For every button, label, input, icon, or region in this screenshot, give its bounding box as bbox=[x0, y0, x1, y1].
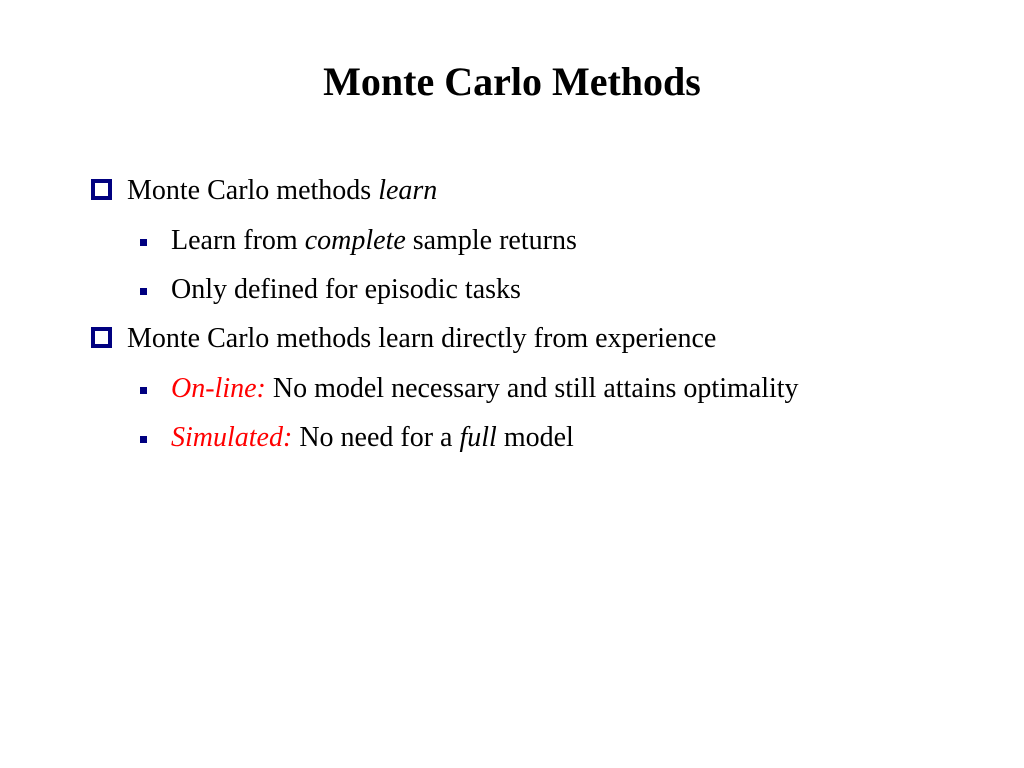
slide-title: Monte Carlo Methods bbox=[323, 59, 701, 104]
bullet-label: On-line: bbox=[171, 373, 266, 404]
hollow-square-bullet-icon bbox=[91, 327, 112, 348]
bullet-emphasis: full bbox=[459, 422, 497, 453]
bullet-list bbox=[0, 168, 1024, 464]
bullet-item bbox=[0, 168, 1024, 218]
bullet-emphasis: complete bbox=[304, 225, 406, 256]
filled-square-bullet-icon bbox=[140, 239, 147, 246]
bullet-text: No model necessary and still attains optimality bbox=[265, 373, 799, 404]
filled-square-bullet-icon bbox=[140, 436, 147, 443]
bullet-text: sample returns bbox=[405, 225, 577, 256]
bullet-text: No need for a bbox=[292, 422, 460, 453]
sub-bullet-item bbox=[0, 267, 1024, 316]
bullet-item bbox=[0, 316, 1024, 366]
bullet-text: Learn from bbox=[171, 225, 305, 256]
bullet-text: Only defined for episodic tasks bbox=[171, 274, 521, 305]
bullet-text: model bbox=[496, 422, 574, 453]
filled-square-bullet-icon bbox=[140, 288, 147, 295]
sub-bullet-item bbox=[0, 415, 1024, 464]
bullet-emphasis: learn bbox=[378, 175, 438, 206]
bullet-text: Monte Carlo methods learn directly from experience bbox=[127, 323, 717, 354]
sub-bullet-item bbox=[0, 366, 1024, 415]
hollow-square-bullet-icon bbox=[91, 179, 112, 200]
filled-square-bullet-icon bbox=[140, 387, 147, 394]
bullet-label: Simulated: bbox=[171, 422, 293, 453]
bullet-text: Monte Carlo methods bbox=[127, 175, 379, 206]
sub-bullet-item bbox=[0, 218, 1024, 267]
